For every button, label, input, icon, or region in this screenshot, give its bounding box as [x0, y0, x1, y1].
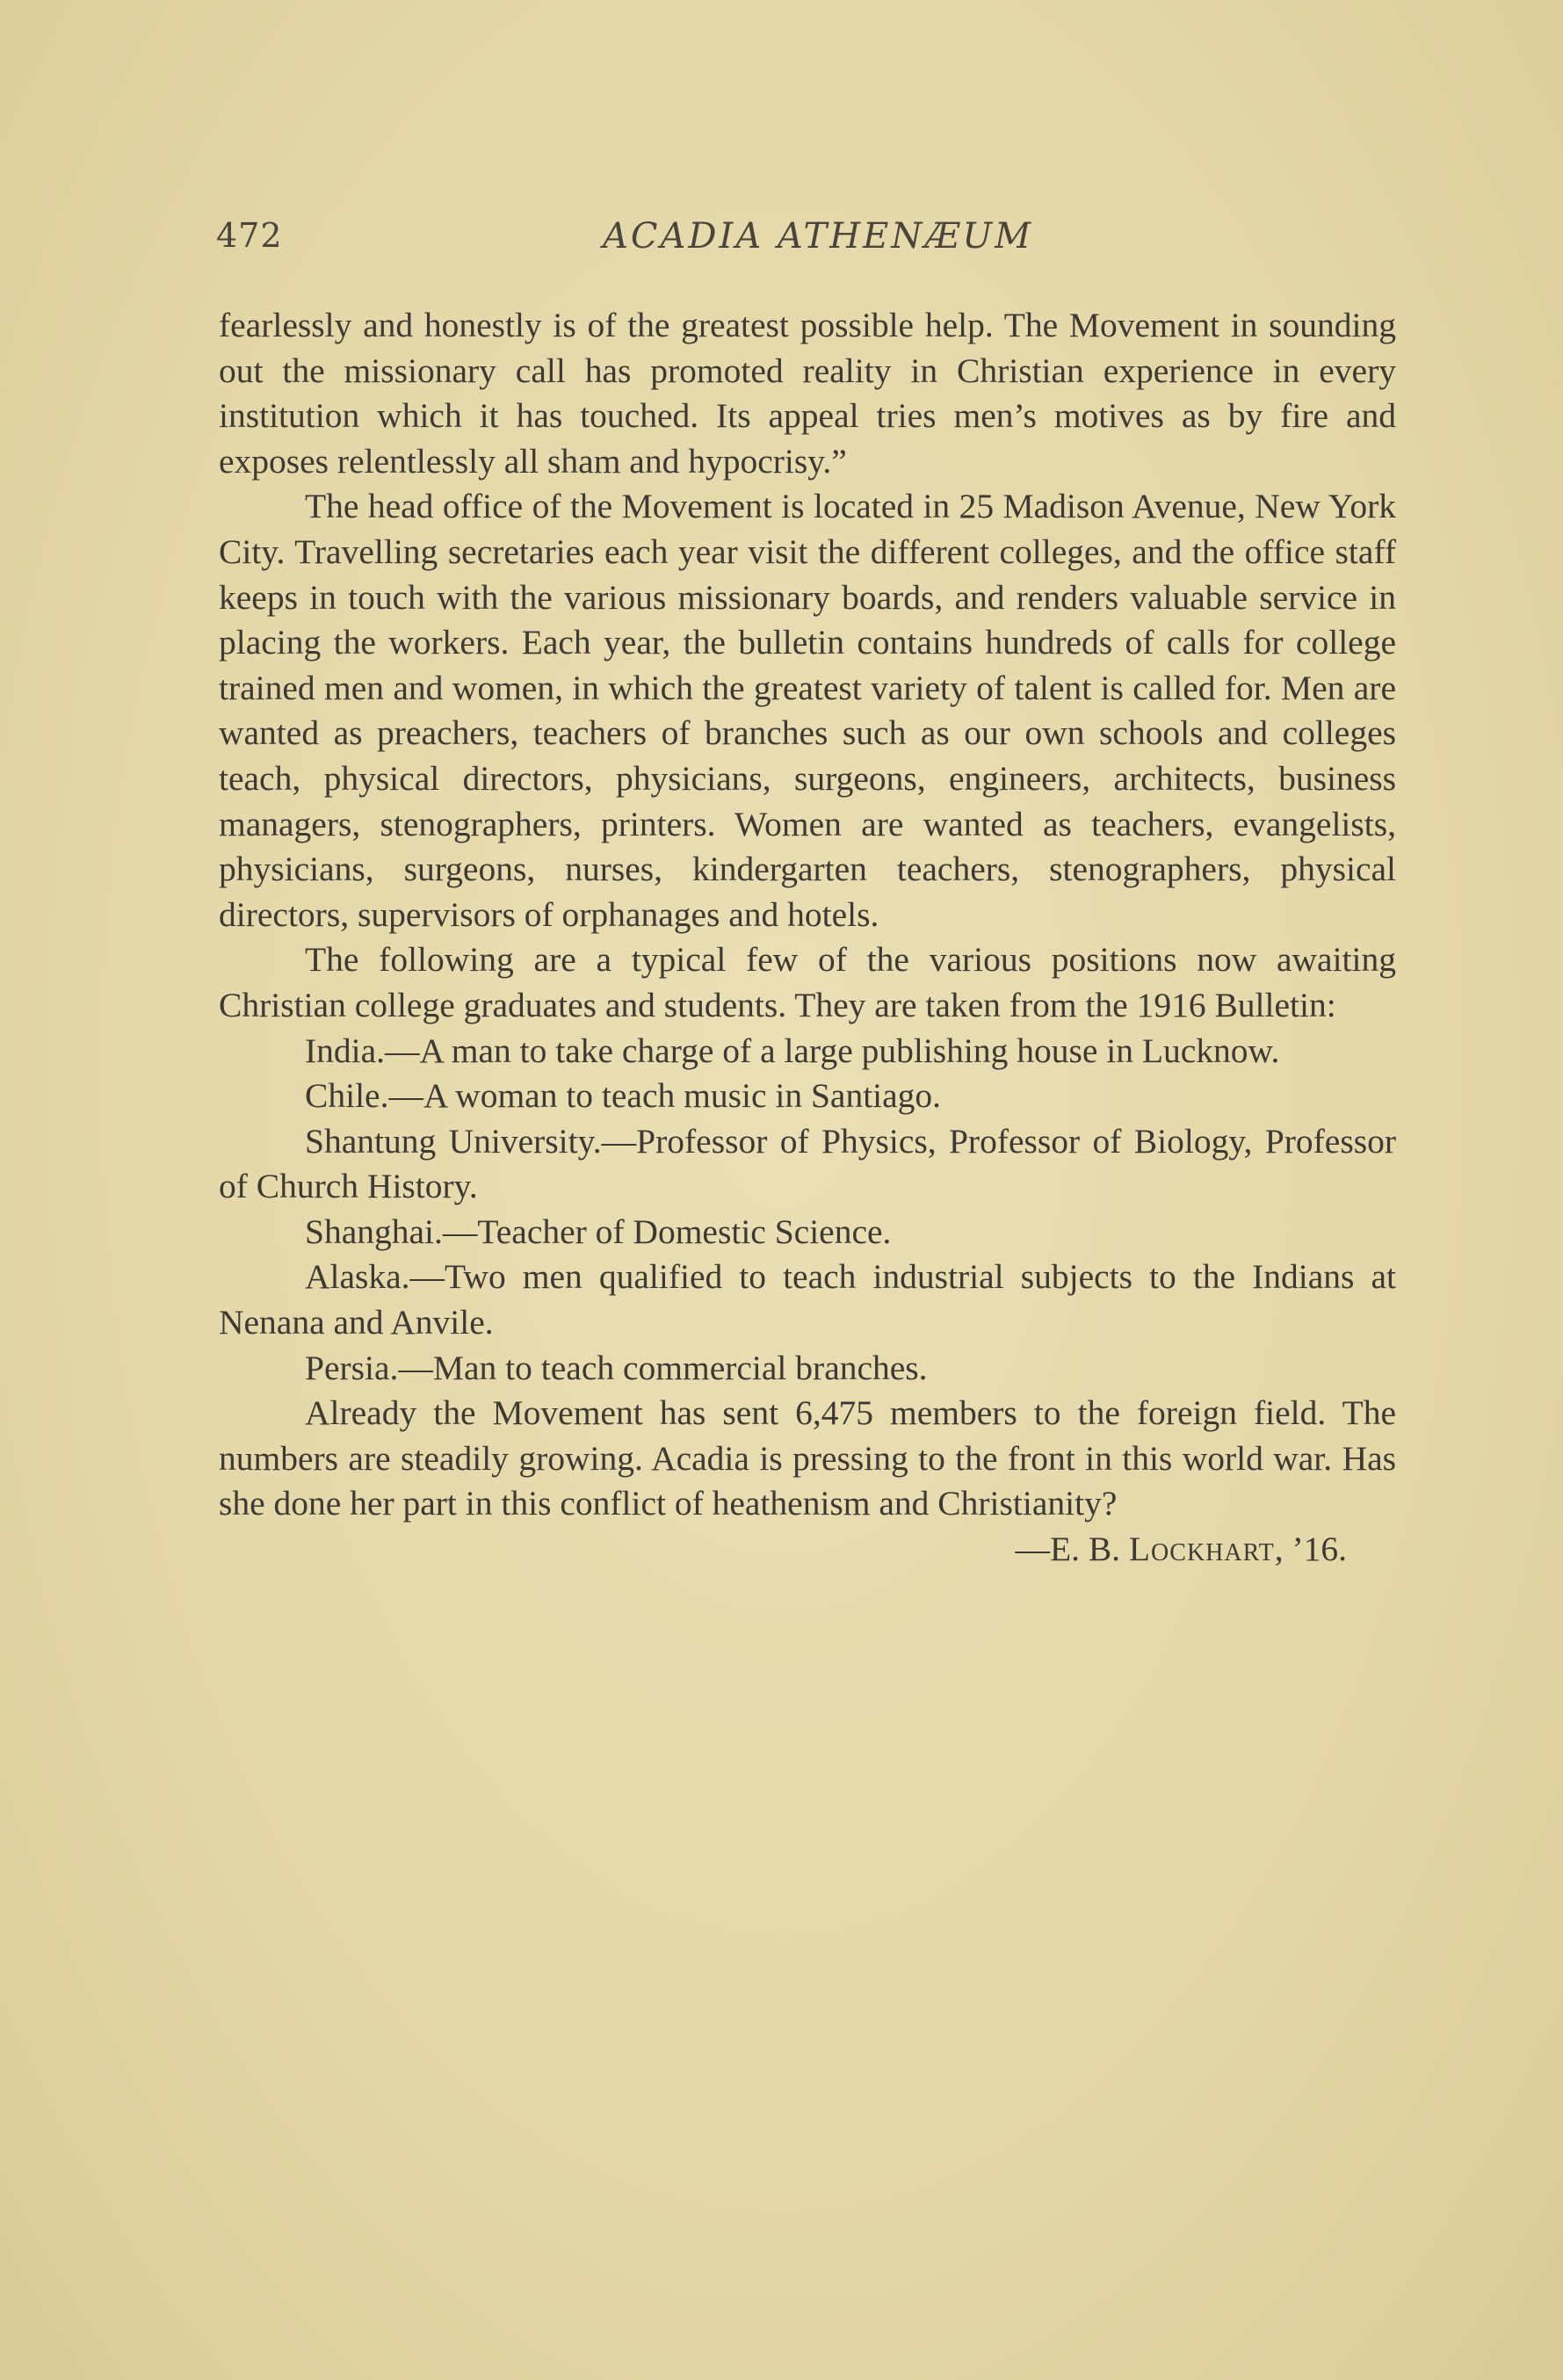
running-title: ACADIA ATHENÆUM	[603, 216, 1034, 257]
signature-prefix: —E. B.	[1015, 1530, 1129, 1569]
paragraph: Already the Movement has sent 6,475 members to the foreign field. The numbers are steadily growing. Acadia is pressing to the front in this world war. Has she done her part in this conflict of heathenism and Christianity?	[219, 1393, 1396, 1523]
position-listing: Chile.—A woman to teach music in Santiago.	[305, 1076, 942, 1116]
position-listing: Persia.—Man to teach commercial branches.	[305, 1348, 928, 1387]
author-signature	[219, 1527, 1396, 1573]
paragraph: The following are a typical few of the various positions now awaiting Christian college graduates and students. They are taken from the 1916 Bulletin:	[219, 940, 1396, 1024]
page-header	[216, 216, 1398, 269]
position-listing: India.—A man to take charge of a large publishing house in Lucknow.	[305, 1031, 1280, 1070]
paragraph: fearlessly and honestly is of the greatest possible help. The Movement in sounding out the missionary call has promoted reality in Christian experience in every institution which it has touched. Its appeal tries men’s motives as by fire and exposes relentlessly all sham and hypocrisy.”	[219, 306, 1396, 481]
paragraph: The head office of the Movement is located in 25 Madison Avenue, New York City. Travelling secretaries each year visit the different colleges, and the office staff keeps in touch with the various missionary boards, and renders valuable service in placing the workers. Each year, the bulletin contains hundreds of calls for college trained men and women, in which the greatest variety of talent is called for. Men are wanted as preachers, teachers of branches such as our own schools and colleges teach, physical directors, physicians, surgeons, engineers, architects, business managers, stenographers, printers. Women are wanted as teachers, evangelists, physicians, surgeons, nurses, kindergarten teachers, stenographers, physical directors, supervisors of orphanages and hotels.	[219, 487, 1396, 934]
position-listing: Alaska.—Two men qualified to teach industrial subjects to the Indians at Nenana and Anvile.	[219, 1257, 1396, 1342]
page-number: 472	[216, 216, 283, 255]
article-body	[219, 303, 1396, 1573]
position-listing: Shanghai.—Teacher of Domestic Science.	[305, 1212, 892, 1251]
position-listing: Shantung University.—Professor of Physics, Professor of Biology, Professor of Church History.	[219, 1121, 1396, 1206]
signature-name: Lockhart	[1128, 1530, 1275, 1569]
signature-suffix: , ’16.	[1274, 1530, 1347, 1569]
